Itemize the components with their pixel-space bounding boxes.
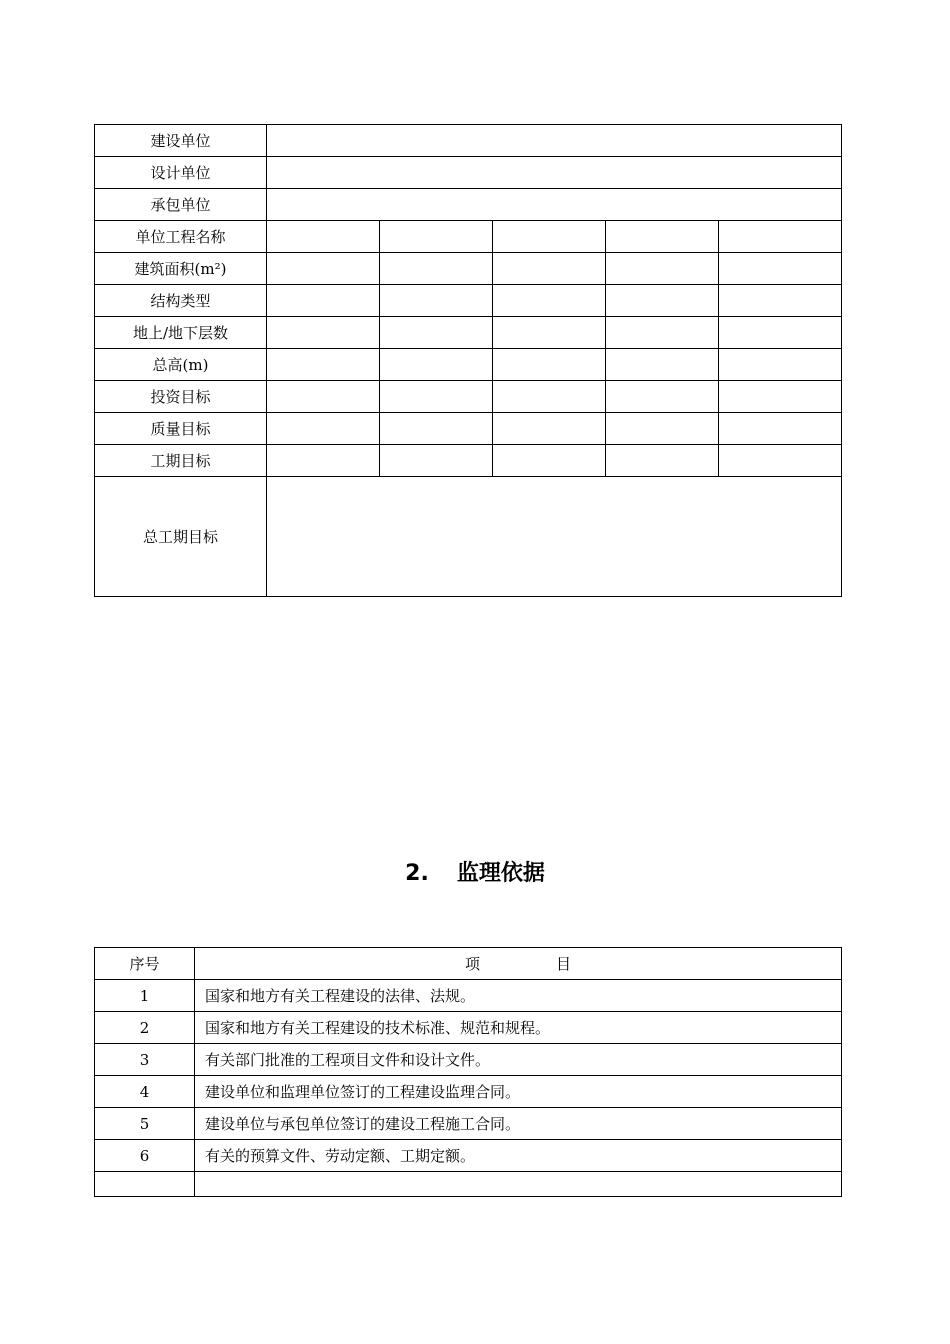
info-row	[95, 285, 842, 317]
info-row-label: 设计单位	[95, 157, 267, 189]
info-value-cell	[719, 253, 842, 285]
info-value-cell	[267, 221, 380, 253]
info-value-cell	[380, 413, 493, 445]
info-value-cell	[606, 413, 719, 445]
info-value-cell	[380, 381, 493, 413]
info-row-label: 建设单位	[95, 125, 267, 157]
row-text: 有关的预算文件、劳动定额、工期定额。	[195, 1140, 842, 1172]
info-row-label: 单位工程名称	[95, 221, 267, 253]
info-row-label: 结构类型	[95, 285, 267, 317]
header-item	[195, 948, 842, 980]
info-value-cell	[719, 413, 842, 445]
header-no: 序号	[95, 948, 195, 980]
info-row-label: 承包单位	[95, 189, 267, 221]
info-value-cell	[606, 317, 719, 349]
info-value-cell	[493, 413, 606, 445]
info-value-cell	[380, 445, 493, 477]
info-value-cell	[267, 253, 380, 285]
info-value-cell	[267, 125, 842, 157]
info-row-label: 地上/地下层数	[95, 317, 267, 349]
info-value-cell	[380, 285, 493, 317]
info-value-cell	[493, 349, 606, 381]
info-value-cell	[380, 253, 493, 285]
info-value-cell	[267, 349, 380, 381]
info-row-label: 投资目标	[95, 381, 267, 413]
empty-cell	[95, 1172, 195, 1197]
table-row	[95, 1140, 842, 1172]
header-item-b: 目	[556, 955, 572, 973]
info-value-cell	[267, 189, 842, 221]
info-row	[95, 413, 842, 445]
row-number: 1	[95, 980, 195, 1012]
info-value-cell	[719, 445, 842, 477]
info-row	[95, 253, 842, 285]
info-value-cell	[719, 349, 842, 381]
info-row	[95, 157, 842, 189]
info-row-label: 总高(m)	[95, 349, 267, 381]
row-text: 建设单位和监理单位签订的工程建设监理合同。	[195, 1076, 842, 1108]
info-row-label: 工期目标	[95, 445, 267, 477]
info-value-cell	[493, 317, 606, 349]
table-header-row	[95, 948, 842, 980]
info-value-cell	[493, 253, 606, 285]
info-value-cell	[606, 253, 719, 285]
info-value-cell	[493, 221, 606, 253]
info-value-cell	[380, 221, 493, 253]
info-value-cell	[267, 157, 842, 189]
row-text: 有关部门批准的工程项目文件和设计文件。	[195, 1044, 842, 1076]
section-title: 监理依据	[456, 861, 545, 886]
info-row	[95, 349, 842, 381]
table-row	[95, 1012, 842, 1044]
total-schedule-label: 总工期目标	[95, 477, 267, 597]
info-row	[95, 381, 842, 413]
info-row	[95, 221, 842, 253]
info-value-cell	[719, 221, 842, 253]
info-row-label: 质量目标	[95, 413, 267, 445]
header-item-a: 项	[464, 955, 480, 973]
info-value-cell	[606, 349, 719, 381]
info-value-cell	[719, 317, 842, 349]
row-number: 5	[95, 1108, 195, 1140]
info-value-cell	[606, 221, 719, 253]
info-value-cell	[267, 381, 380, 413]
empty-row	[95, 1172, 842, 1197]
info-row-label: 建筑面积(m²)	[95, 253, 267, 285]
table-row	[95, 1108, 842, 1140]
table-row	[95, 1076, 842, 1108]
project-info-table	[94, 124, 842, 597]
table-row	[95, 980, 842, 1012]
info-value-cell	[493, 381, 606, 413]
info-value-cell	[606, 285, 719, 317]
row-text: 国家和地方有关工程建设的法律、法规。	[195, 980, 842, 1012]
info-value-cell	[493, 445, 606, 477]
row-number: 2	[95, 1012, 195, 1044]
row-number: 3	[95, 1044, 195, 1076]
supervision-basis-table	[94, 947, 842, 1197]
row-number: 6	[95, 1140, 195, 1172]
section-heading	[0, 856, 950, 887]
row-text: 国家和地方有关工程建设的技术标准、规范和规程。	[195, 1012, 842, 1044]
row-text: 建设单位与承包单位签订的建设工程施工合同。	[195, 1108, 842, 1140]
info-value-cell	[606, 445, 719, 477]
info-row	[95, 189, 842, 221]
info-value-cell	[267, 445, 380, 477]
total-schedule-row	[95, 477, 842, 597]
table-row	[95, 1044, 842, 1076]
section-number: 2.	[405, 861, 429, 886]
info-value-cell	[267, 317, 380, 349]
row-number: 4	[95, 1076, 195, 1108]
info-value-cell	[719, 381, 842, 413]
info-row	[95, 317, 842, 349]
info-value-cell	[267, 285, 380, 317]
info-row	[95, 125, 842, 157]
info-value-cell	[380, 349, 493, 381]
info-value-cell	[267, 413, 380, 445]
info-value-cell	[719, 285, 842, 317]
info-value-cell	[380, 317, 493, 349]
info-value-cell	[493, 285, 606, 317]
empty-cell	[195, 1172, 842, 1197]
info-value-cell	[606, 381, 719, 413]
info-row	[95, 445, 842, 477]
total-schedule-value	[267, 477, 842, 597]
